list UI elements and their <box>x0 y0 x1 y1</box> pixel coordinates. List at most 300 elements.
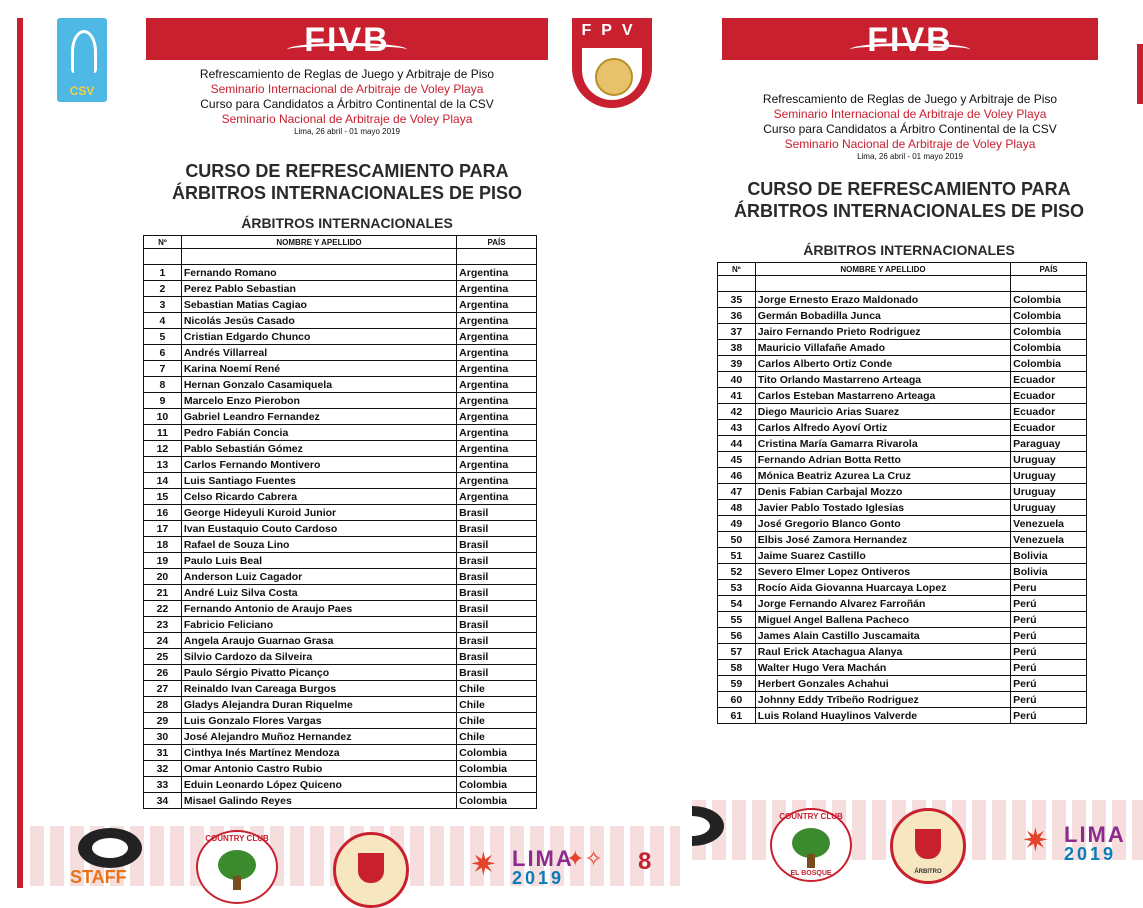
row-number: 54 <box>718 596 756 612</box>
fivb-logo-text: FIVB <box>304 21 390 59</box>
referee-name: Johnny Eddy Trībeño Rodriguez <box>755 692 1010 708</box>
row-number: 56 <box>718 628 756 644</box>
referee-name: Carlos Fernando Montivero <box>181 457 456 473</box>
table-row <box>718 596 1087 612</box>
lima-year-right: 2019 <box>1064 844 1117 864</box>
row-number: 47 <box>718 484 756 500</box>
referee-name: Fernando Antonio de Araujo Paes <box>181 601 456 617</box>
row-number: 25 <box>144 649 182 665</box>
csv-logo <box>57 18 107 102</box>
row-number: 30 <box>144 729 182 745</box>
row-number: 27 <box>144 681 182 697</box>
column-header-number: Nº <box>144 236 182 249</box>
row-number: 2 <box>144 281 182 297</box>
table-row <box>144 409 537 425</box>
row-number: 15 <box>144 489 182 505</box>
referee-name: Javier Pablo Tostado Iglesias <box>755 500 1010 516</box>
table-row <box>144 793 537 809</box>
referee-country: Argentina <box>457 457 537 473</box>
tree-trunk <box>233 876 241 890</box>
row-number: 19 <box>144 553 182 569</box>
referee-country: Brasil <box>457 569 537 585</box>
blank-row <box>144 249 537 265</box>
row-number: 41 <box>718 388 756 404</box>
blank-cell <box>144 249 182 265</box>
fpv-letters: FPV <box>581 22 643 39</box>
table-row <box>144 425 537 441</box>
referee-name: Mauricio Villafañe Amado <box>755 340 1010 356</box>
referee-country: Brasil <box>457 537 537 553</box>
country-club-label-right: COUNTRY CLUB <box>779 812 843 821</box>
table-row <box>144 713 537 729</box>
row-number: 51 <box>718 548 756 564</box>
table-row <box>718 692 1087 708</box>
referee-country: Argentina <box>457 393 537 409</box>
country-club-label: COUNTRY CLUB <box>205 834 269 843</box>
referee-country: Argentina <box>457 313 537 329</box>
referee-name: Fernando Adrian Botta Retto <box>755 452 1010 468</box>
referee-country: Chile <box>457 681 537 697</box>
referee-name: Walter Hugo Vera Machán <box>755 660 1010 676</box>
referee-name: Tito Orlando Mastarreno Arteaga <box>755 372 1010 388</box>
table-row <box>718 452 1087 468</box>
row-number: 59 <box>718 676 756 692</box>
referee-name: André Luiz Silva Costa <box>181 585 456 601</box>
referee-country: Ecuador <box>1011 420 1087 436</box>
row-number: 42 <box>718 404 756 420</box>
row-number: 24 <box>144 633 182 649</box>
referee-name: Carlos Alfredo Ayoví Ortiz <box>755 420 1010 436</box>
row-number: 35 <box>718 292 756 308</box>
referee-country: Brasil <box>457 505 537 521</box>
lima-year: 2019 <box>512 868 565 888</box>
header-line-1: Refrescamiento de Reglas de Juego y Arbitraje de Piso <box>199 67 495 81</box>
referee-name: Eduin Leonardo López Quiceno <box>181 777 456 793</box>
referee-country: Uruguay <box>1011 500 1087 516</box>
table-row <box>144 633 537 649</box>
table-row <box>718 436 1087 452</box>
referee-country: Colombia <box>457 761 537 777</box>
referees-table-left <box>143 235 537 809</box>
staff-logo-text: STAFF <box>70 867 127 887</box>
tree-trunk-right <box>807 854 815 868</box>
referee-name: Denis Fabian Carbajal Mozzo <box>755 484 1010 500</box>
row-number: 38 <box>718 340 756 356</box>
referee-country: Argentina <box>457 489 537 505</box>
fivb-swoosh-icon <box>287 43 407 56</box>
fpv-shield-logo <box>572 18 652 108</box>
table-header-row-right <box>718 263 1087 276</box>
referee-country: Perú <box>1011 596 1087 612</box>
header-line-3: Curso para Candidatos a Árbitro Continental de la CSV <box>200 97 494 111</box>
table-row <box>144 329 537 345</box>
row-number: 29 <box>144 713 182 729</box>
table-header-row <box>144 236 537 249</box>
referee-name: Diego Mauricio Arias Suarez <box>755 404 1010 420</box>
table-row <box>144 297 537 313</box>
referee-country: Perú <box>1011 692 1087 708</box>
row-number: 4 <box>144 313 182 329</box>
referee-name: Severo Elmer Lopez Ontiveros <box>755 564 1010 580</box>
referee-name: Silvio Cardozo da Silveira <box>181 649 456 665</box>
referee-name: Paulo Luis Beal <box>181 553 456 569</box>
table-row <box>144 393 537 409</box>
fivb-banner-right <box>722 18 1098 60</box>
referee-name: Luis Roland Huaylinos Valverde <box>755 708 1010 724</box>
referee-country: Chile <box>457 729 537 745</box>
table-row <box>718 580 1087 596</box>
referee-shield-icon <box>358 853 384 883</box>
row-number: 39 <box>718 356 756 372</box>
row-number: 14 <box>144 473 182 489</box>
referee-name: Elbis José Zamora Hernandez <box>755 532 1010 548</box>
fivb-logo-text-right: FIVB <box>867 21 953 59</box>
referee-name: Herbert Gonzales Achahui <box>755 676 1010 692</box>
referee-country: Brasil <box>457 633 537 649</box>
row-number: 10 <box>144 409 182 425</box>
referee-country: Colombia <box>1011 340 1087 356</box>
csv-logo-label: CSV <box>69 84 95 98</box>
referee-country: Ecuador <box>1011 372 1087 388</box>
row-number: 20 <box>144 569 182 585</box>
referee-name: Karina Noemí René <box>181 361 456 377</box>
table-row <box>718 644 1087 660</box>
referee-logo-text: ÁRBITRO <box>914 869 942 875</box>
blank-cell <box>181 249 456 265</box>
page-number: 8 <box>638 848 652 875</box>
row-number: 36 <box>718 308 756 324</box>
page-margin-bar <box>17 18 23 888</box>
staff-logo <box>70 828 150 888</box>
blank-row <box>718 276 1087 292</box>
header-line-4-right: Seminario Nacional de Arbitraje de Voley Playa <box>784 137 1036 151</box>
table-row <box>144 681 537 697</box>
referee-country: Brasil <box>457 553 537 569</box>
row-number: 6 <box>144 345 182 361</box>
blank-cell <box>457 249 537 265</box>
row-number: 13 <box>144 457 182 473</box>
referee-country: Argentina <box>457 265 537 281</box>
table-row <box>144 729 537 745</box>
row-number: 60 <box>718 692 756 708</box>
lima-word-right: LIMA <box>1064 822 1126 847</box>
referee-country: Perú <box>1011 676 1087 692</box>
column-header-name-right: NOMBRE Y APELLIDO <box>755 263 1010 276</box>
blank-cell <box>1011 276 1087 292</box>
referee-country: Colombia <box>457 793 537 809</box>
row-number: 3 <box>144 297 182 313</box>
referee-country: Ecuador <box>1011 388 1087 404</box>
table-row <box>718 500 1087 516</box>
row-number: 31 <box>144 745 182 761</box>
row-number: 50 <box>718 532 756 548</box>
section-subtitle-right: ÁRBITROS INTERNACIONALES <box>803 242 1015 258</box>
row-number: 7 <box>144 361 182 377</box>
referee-name: Jorge Fernando Alvarez Farroñán <box>755 596 1010 612</box>
row-number: 46 <box>718 468 756 484</box>
referee-country: Argentina <box>457 329 537 345</box>
referee-name: Rafael de Souza Lino <box>181 537 456 553</box>
table-row <box>718 340 1087 356</box>
table-row <box>718 468 1087 484</box>
row-number: 26 <box>144 665 182 681</box>
referee-name: Reinaldo Ivan Careaga Burgos <box>181 681 456 697</box>
table-row <box>718 628 1087 644</box>
title-line-1-right: CURSO DE REFRESCAMIENTO PARA <box>747 179 1071 199</box>
table-row <box>718 372 1087 388</box>
referee-country: Perú <box>1011 644 1087 660</box>
table-row <box>144 761 537 777</box>
referee-name: Omar Antonio Castro Rubio <box>181 761 456 777</box>
lima-2019-logo-right <box>1022 818 1142 868</box>
row-number: 1 <box>144 265 182 281</box>
header-line-3-right: Curso para Candidatos a Árbitro Continental de la CSV <box>763 122 1057 136</box>
referee-name: Andrés Villarreal <box>181 345 456 361</box>
referee-name: Rocío Aida Giovanna Huarcaya Lopez <box>755 580 1010 596</box>
row-number: 18 <box>144 537 182 553</box>
referee-country: Argentina <box>457 297 537 313</box>
referee-country: Bolivia <box>1011 564 1087 580</box>
row-number: 40 <box>718 372 756 388</box>
referee-country: Argentina <box>457 281 537 297</box>
table-row <box>718 356 1087 372</box>
table-row <box>718 516 1087 532</box>
table-row <box>718 404 1087 420</box>
staff-logo-right <box>692 806 732 866</box>
table-row <box>144 745 537 761</box>
referee-country: Colombia <box>1011 356 1087 372</box>
row-number: 5 <box>144 329 182 345</box>
referee-name: Raul Erick Atachagua Alanya <box>755 644 1010 660</box>
table-row <box>144 505 537 521</box>
row-number: 16 <box>144 505 182 521</box>
row-number: 21 <box>144 585 182 601</box>
referee-country: Brasil <box>457 585 537 601</box>
referee-name: Misael Galindo Reyes <box>181 793 456 809</box>
referee-country: Perú <box>1011 612 1087 628</box>
table-row <box>718 548 1087 564</box>
table-row <box>144 585 537 601</box>
header-line-2-right: Seminario Internacional de Arbitraje de Voley Playa <box>773 107 1047 121</box>
blank-cell <box>755 276 1010 292</box>
table-row <box>718 564 1087 580</box>
row-number: 45 <box>718 452 756 468</box>
referee-country: Ecuador <box>1011 404 1087 420</box>
row-number: 34 <box>144 793 182 809</box>
referee-name: Sebastian Matias Cagiao <box>181 297 456 313</box>
row-number: 49 <box>718 516 756 532</box>
referee-country: Colombia <box>1011 292 1087 308</box>
header-block <box>146 67 548 137</box>
column-header-country: PAÍS <box>457 236 537 249</box>
referee-country: Perú <box>1011 628 1087 644</box>
table-row <box>144 521 537 537</box>
referee-country: Perú <box>1011 660 1087 676</box>
table-row <box>144 537 537 553</box>
referee-name: Pedro Fabián Concia <box>181 425 456 441</box>
country-club-logo <box>196 830 278 904</box>
row-number: 12 <box>144 441 182 457</box>
table-row <box>718 420 1087 436</box>
row-number: 61 <box>718 708 756 724</box>
table-row <box>144 665 537 681</box>
header-date: Lima, 26 abril - 01 mayo 2019 <box>294 127 400 136</box>
referee-name: Jorge Ernesto Erazo Maldonado <box>755 292 1010 308</box>
page-title <box>146 160 548 204</box>
table-row <box>718 292 1087 308</box>
referee-country: Brasil <box>457 521 537 537</box>
table-row <box>718 324 1087 340</box>
country-club-logo-right <box>770 808 852 882</box>
referee-country: Argentina <box>457 409 537 425</box>
section-subtitle: ÁRBITROS INTERNACIONALES <box>241 215 453 231</box>
referee-name: Anderson Luiz Cagador <box>181 569 456 585</box>
row-number: 52 <box>718 564 756 580</box>
referee-country: Chile <box>457 697 537 713</box>
referee-country: Colombia <box>1011 324 1087 340</box>
referee-name: Germán Bobadilla Junca <box>755 308 1010 324</box>
table-row <box>144 377 537 393</box>
referee-name: Celso Ricardo Cabrera <box>181 489 456 505</box>
header-date-right: Lima, 26 abril - 01 mayo 2019 <box>857 152 963 161</box>
table-row <box>718 660 1087 676</box>
referee-country: Peru <box>1011 580 1087 596</box>
volleyball-player-icon <box>71 30 97 73</box>
table-row <box>144 617 537 633</box>
referee-country: Brasil <box>457 665 537 681</box>
referee-country: Colombia <box>1011 308 1087 324</box>
row-number: 17 <box>144 521 182 537</box>
referee-association-logo <box>333 832 409 908</box>
referee-name: Luis Santiago Fuentes <box>181 473 456 489</box>
table-row <box>718 676 1087 692</box>
referee-name: Fernando Romano <box>181 265 456 281</box>
referee-name: Ivan Eustaquio Couto Cardoso <box>181 521 456 537</box>
row-number: 8 <box>144 377 182 393</box>
referee-country: Argentina <box>457 377 537 393</box>
referee-country: Argentina <box>457 473 537 489</box>
referee-country: Colombia <box>457 777 537 793</box>
lima-word: LIMA <box>512 846 574 871</box>
table-row <box>144 553 537 569</box>
referee-country: Brasil <box>457 649 537 665</box>
table-row <box>144 777 537 793</box>
table-row <box>718 308 1087 324</box>
referee-country: Colombia <box>457 745 537 761</box>
header-line-4: Seminario Nacional de Arbitraje de Voley Playa <box>221 112 473 126</box>
row-number: 28 <box>144 697 182 713</box>
referee-country: Argentina <box>457 361 537 377</box>
referee-name: Nicolás Jesús Casado <box>181 313 456 329</box>
referee-country: Perú <box>1011 708 1087 724</box>
row-number: 32 <box>144 761 182 777</box>
referee-name: Gabriel Leandro Fernandez <box>181 409 456 425</box>
referee-name: Jaime Suarez Castillo <box>755 548 1010 564</box>
referee-country: Brasil <box>457 601 537 617</box>
table-row <box>718 388 1087 404</box>
table-row <box>144 473 537 489</box>
volleyball-icon <box>595 58 633 96</box>
referee-name: Hernan Gonzalo Casamiquela <box>181 377 456 393</box>
row-number: 55 <box>718 612 756 628</box>
referee-name: José Alejandro Muñoz Hernandez <box>181 729 456 745</box>
row-number: 11 <box>144 425 182 441</box>
referee-name: José Gregorio Blanco Gonto <box>755 516 1010 532</box>
column-header-number-right: Nº <box>718 263 756 276</box>
table-row <box>144 569 537 585</box>
lima-star-icon-right: ✷ <box>1022 822 1049 858</box>
row-number: 23 <box>144 617 182 633</box>
table-row <box>718 532 1087 548</box>
fpv-logo-edge <box>1137 44 1143 104</box>
row-number: 57 <box>718 644 756 660</box>
table-row <box>144 649 537 665</box>
table-row <box>144 601 537 617</box>
referee-name: Marcelo Enzo Pierobon <box>181 393 456 409</box>
referee-association-logo-right <box>890 808 966 884</box>
fivb-swoosh-icon-right <box>850 43 970 56</box>
referee-name: Jairo Fernando Prieto Rodriguez <box>755 324 1010 340</box>
referee-country: Uruguay <box>1011 468 1087 484</box>
referee-country: Bolivia <box>1011 548 1087 564</box>
lima-star-icon: ✷ <box>470 846 497 882</box>
referee-name: James Alain Castillo Juscamaita <box>755 628 1010 644</box>
table-row <box>144 441 537 457</box>
fivb-banner <box>146 18 548 60</box>
staff-swirl-inner <box>92 838 128 858</box>
column-header-country-right: PAÍS <box>1011 263 1087 276</box>
referee-name: George Hideyuli Kuroid Junior <box>181 505 456 521</box>
header-block-right <box>722 92 1098 162</box>
table-row <box>144 489 537 505</box>
blank-cell <box>718 276 756 292</box>
table-row <box>144 265 537 281</box>
row-number: 43 <box>718 420 756 436</box>
referee-name: Luis Gonzalo Flores Vargas <box>181 713 456 729</box>
referee-name: Cristian Edgardo Chunco <box>181 329 456 345</box>
row-number: 37 <box>718 324 756 340</box>
referee-country: Brasil <box>457 617 537 633</box>
referee-country: Argentina <box>457 345 537 361</box>
header-line-2: Seminario Internacional de Arbitraje de Voley Playa <box>210 82 484 96</box>
referee-name: Cristina María Gamarra Rivarola <box>755 436 1010 452</box>
referee-name: Perez Pablo Sebastian <box>181 281 456 297</box>
referee-name: Mónica Beatriz Azurea La Cruz <box>755 468 1010 484</box>
referee-country: Venezuela <box>1011 532 1087 548</box>
lima-figures-icon: ✦✧ <box>566 846 603 871</box>
table-row <box>144 697 537 713</box>
referee-name: Paulo Sérgio Pivatto Picanço <box>181 665 456 681</box>
row-number: 33 <box>144 777 182 793</box>
referee-country: Venezuela <box>1011 516 1087 532</box>
title-line-2-right: ÁRBITROS INTERNACIONALES DE PISO <box>733 201 1085 221</box>
table-row <box>144 281 537 297</box>
row-number: 48 <box>718 500 756 516</box>
column-header-name: NOMBRE Y APELLIDO <box>181 236 456 249</box>
referee-country: Uruguay <box>1011 452 1087 468</box>
document-page-right <box>692 0 1143 908</box>
referee-shield-icon-right <box>915 829 941 859</box>
referee-name: Miguel Angel Ballena Pacheco <box>755 612 1010 628</box>
referee-country: Argentina <box>457 425 537 441</box>
referee-country: Paraguay <box>1011 436 1087 452</box>
referee-name: Cinthya Inés Martínez Mendoza <box>181 745 456 761</box>
table-row <box>718 484 1087 500</box>
page-title-right <box>712 178 1106 222</box>
table-row <box>718 612 1087 628</box>
referee-country: Chile <box>457 713 537 729</box>
row-number: 44 <box>718 436 756 452</box>
